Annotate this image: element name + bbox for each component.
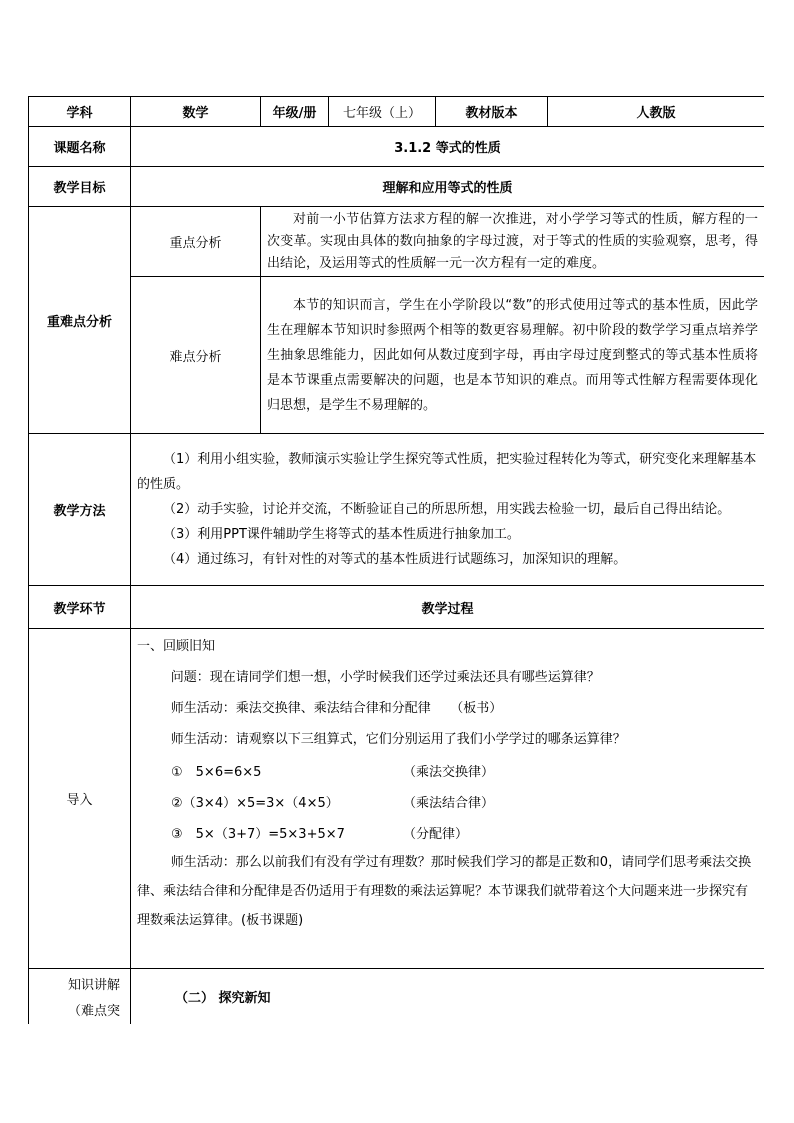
- goal-value: 理解和应用等式的性质: [131, 167, 765, 207]
- key-analysis-label: 重点分析: [131, 207, 261, 277]
- lesson-plan-table-frame: [28, 96, 764, 1024]
- difficulty-analysis-row: [29, 277, 765, 434]
- header-row: [29, 97, 765, 127]
- intro-label: 导入: [29, 629, 131, 969]
- equation-math: ① 5×6=6×5: [171, 765, 262, 780]
- intro-activity-3: 师生活动：那么以前我们有没有学过有理数？那时候我们学习的都是正数和0，请同学们思考乘法交换律、乘法结合律和分配律是否仍适用于有理数的乘法运算呢？本节课我们就带着这个大问题来进一步探究有理数乘法运算律。(板书课题): [137, 855, 752, 928]
- edition-value: 人教版: [548, 97, 765, 127]
- equation-math: ③ 5×（3+7）=5×3+5×7: [171, 827, 345, 842]
- knowledge-content: [131, 969, 765, 1025]
- process-header-row: [29, 586, 765, 629]
- method-item: （4）通过练习，有针对性的对等式的基本性质进行试题练习，加深知识的理解。: [163, 552, 627, 567]
- equation-row: [137, 786, 758, 817]
- lesson-plan-table: [28, 96, 764, 1024]
- intro-content: [131, 629, 765, 969]
- equation-row: [137, 817, 758, 848]
- method-item: （1）利用小组实验，教师演示实验让学生探究等式性质，把实验过程转化为等式，研究变化来理解基本的性质。: [137, 452, 757, 492]
- difficulty-analysis-text: [261, 277, 765, 434]
- intro-question: 问题：现在请同学们想一想，小学时候我们还学过乘法还具有哪些运算律？: [170, 670, 600, 685]
- key-analysis-text: [261, 207, 765, 277]
- intro-heading: 一、回顾旧知: [137, 639, 216, 654]
- equation-row: [137, 755, 758, 786]
- intro-row: [29, 629, 765, 969]
- key-analysis-row: [29, 207, 765, 277]
- course-label: 课题名称: [29, 127, 131, 167]
- knowledge-label: [29, 969, 131, 1025]
- subject-label: 学科: [29, 97, 131, 127]
- knowledge-row: [29, 969, 765, 1025]
- grade-value: 七年级（上）: [329, 97, 436, 127]
- difficulty-analysis-paragraph: 本节的知识而言，学生在小学阶段以“数”的形式使用过等式的基本性质，因此学生在理解本节知识时参照两个相等的数更容易理解。初中阶段的数学学习重点培养学生抽象思维能力，因此如何从数过度到字母，再由字母过度到整式的等式基本性质将是本节课重点需要解决的问题，也是本节知识的难点。而用等式性解方程需要体现化归思想，是学生不易理解的。: [267, 297, 758, 413]
- methods-list: [131, 434, 765, 586]
- goal-row: [29, 167, 765, 207]
- course-title: 3.1.2 等式的性质: [131, 127, 765, 167]
- equation-law: （乘法结合律）: [403, 796, 495, 811]
- edition-label: 教材版本: [436, 97, 548, 127]
- analysis-label: 重难点分析: [29, 207, 131, 434]
- grade-label: 年级/册: [261, 97, 329, 127]
- intro-activity-2: 师生活动：请观察以下三组算式，它们分别运用了我们小学学过的哪条运算律？: [170, 732, 626, 747]
- equation-law: （乘法交换律）: [403, 765, 495, 780]
- process-label: 教学环节: [29, 586, 131, 629]
- equation-law: （分配律）: [403, 827, 469, 842]
- equation-math: ②（3×4）×5=3×（4×5）: [171, 796, 339, 811]
- key-analysis-paragraph: 对前一小节估算方法求方程的解一次推进，对小学学习等式的性质，解方程的一次变革。实现由具体的数向抽象的字母过渡，对于等式的性质的实验观察，思考，得出结论，及运用等式的性质解一元一次方程有一定的难度。: [267, 211, 758, 271]
- methods-row: [29, 434, 765, 586]
- process-value: 教学过程: [131, 586, 765, 629]
- knowledge-heading: （二） 探究新知: [175, 991, 271, 1006]
- subject-value: 数学: [131, 97, 261, 127]
- methods-label: 教学方法: [29, 434, 131, 586]
- method-item: （3）利用PPT课件辅助学生将等式的基本性质进行抽象加工。: [163, 527, 520, 542]
- knowledge-label-line-1: 知识讲解: [67, 978, 120, 993]
- difficulty-analysis-label: 难点分析: [131, 277, 261, 434]
- goal-label: 教学目标: [29, 167, 131, 207]
- intro-activity-1: 师生活动：乘法交换律、乘法结合律和分配律 （板书）: [170, 701, 503, 716]
- knowledge-label-line-2: （难点突: [67, 1004, 120, 1019]
- method-item: （2）动手实验，讨论并交流，不断验证自己的所思所想，用实践去检验一切，最后自己得出结论。: [163, 502, 731, 517]
- course-row: [29, 127, 765, 167]
